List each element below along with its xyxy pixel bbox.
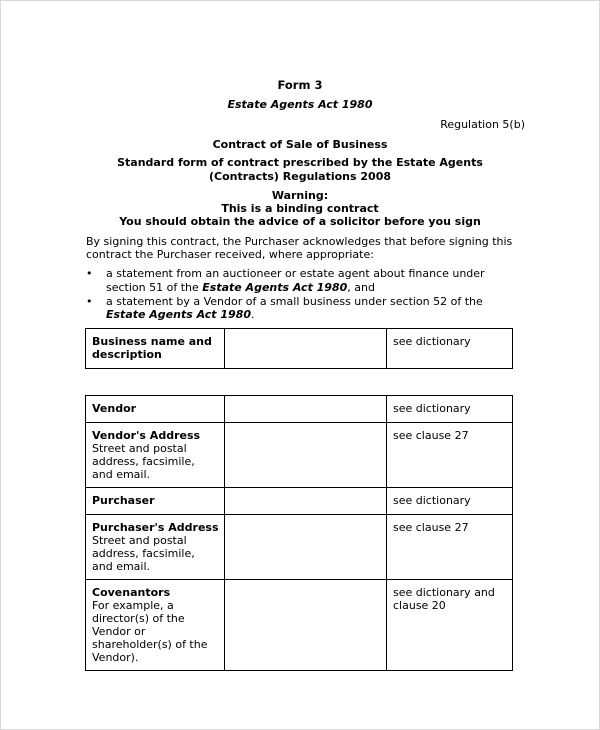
intro-line-1: By signing this contract, the Purchaser acknowledges that before signing this [86,235,513,248]
row-label: Purchaser's Address [92,521,219,534]
row-reference: see dictionary and clause 20 [387,580,513,671]
bullet-1-line-2: section 51 of the Estate Agents Act 1980, and [106,281,375,294]
table-row [86,329,513,369]
row-detail: Street and postal address, facsimile, and email. [92,442,195,481]
document-title: Contract of Sale of Business [212,138,388,151]
warning-solicitor: You should obtain the advice of a solicitor before you sign [119,215,481,228]
row-detail: Street and postal address, facsimile, and email. [92,534,195,573]
row-reference: see clause 27 [387,515,513,580]
bullet-2-line-2: Estate Agents Act 1980. [106,308,255,321]
vendor-address-field[interactable] [225,423,387,488]
act-title: Estate Agents Act 1980 [227,98,373,111]
row-label: Vendor's Address [92,429,201,442]
row-reference: see dictionary [387,488,513,515]
business-table [85,328,513,369]
warning-heading: Warning: [271,189,329,202]
vendor-field[interactable] [225,396,387,423]
bullet-icon: • [86,267,93,280]
row-label: Purchaser [92,494,155,507]
row-reference: see dictionary [387,396,513,423]
row-label: Covenantors [92,586,171,599]
row-label: Vendor [92,402,137,415]
act-reference: Estate Agents Act 1980 [106,308,252,321]
regulation-ref: Regulation 5(b) [440,118,525,131]
warning-binding: This is a binding contract [221,202,379,215]
bullet-2-line-1: a statement by a Vendor of a small business under section 52 of the [106,295,483,308]
table-row [86,423,513,488]
business-name-field[interactable] [225,329,387,369]
subtitle-line-1: Standard form of contract prescribed by the Estate Agents [117,156,483,169]
table-row [86,396,513,423]
form-number: Form 3 [277,78,323,92]
table-row [86,515,513,580]
bullet-icon: • [86,295,93,308]
act-reference: Estate Agents Act 1980 [202,281,348,294]
purchaser-field[interactable] [225,488,387,515]
row-reference: see clause 27 [387,423,513,488]
bullet-1-line-1: a statement from an auctioneer or estate agent about finance under [106,267,485,280]
row-reference: see dictionary [387,329,513,369]
subtitle-line-2: (Contracts) Regulations 2008 [208,170,391,183]
covenantors-field[interactable] [225,580,387,671]
row-detail: For example, a director(s) of the Vendor or shareholder(s) of the Vendor). [92,599,208,664]
row-label: Business name and description [92,335,212,361]
parties-table [85,395,513,671]
table-row [86,488,513,515]
intro-line-2: contract the Purchaser received, where appropriate: [86,248,374,261]
table-row [86,580,513,671]
purchaser-address-field[interactable] [225,515,387,580]
